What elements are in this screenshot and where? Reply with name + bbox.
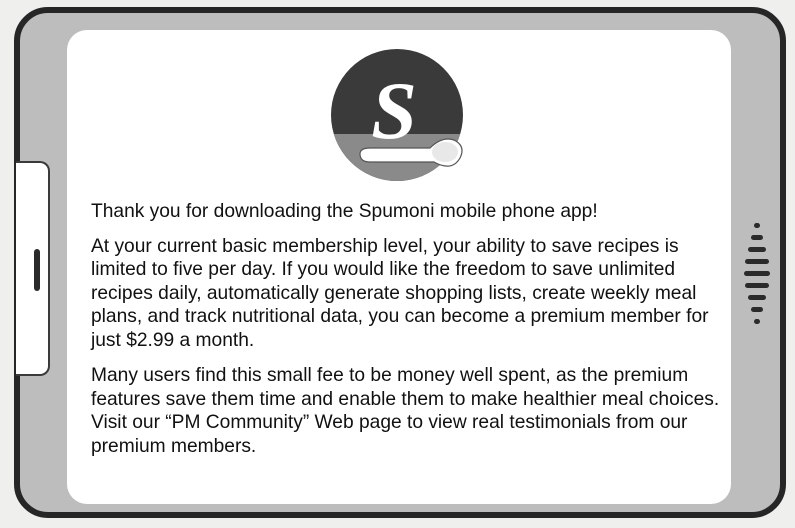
membership-text: At your current basic membership level, your ability to save recipes is limited to five per day. If you would like the freedom to save unlimited recipes daily, automatically generate shopping lists, create weekly meal plans, and track nutritional data, you can become a premium member for just $2.99 a month.	[91, 235, 709, 351]
speaker-grille-icon	[742, 223, 772, 333]
testimonial-text: Many users find this small fee to be money well spent, as the premium features save them time and enable them to make healthier meal choices. Visit our “PM Community” Web page to view real testimonials from our premium members.	[91, 365, 720, 457]
message-body	[91, 200, 727, 470]
svg-text:S: S	[371, 65, 417, 156]
spumoni-logo-icon	[330, 48, 464, 182]
phone-frame	[14, 7, 786, 518]
side-button[interactable]	[16, 161, 50, 376]
phone-screen	[67, 30, 731, 504]
thank-you-text: Thank you for downloading the Spumoni mobile phone app!	[91, 201, 598, 222]
side-button-slot	[34, 249, 40, 291]
